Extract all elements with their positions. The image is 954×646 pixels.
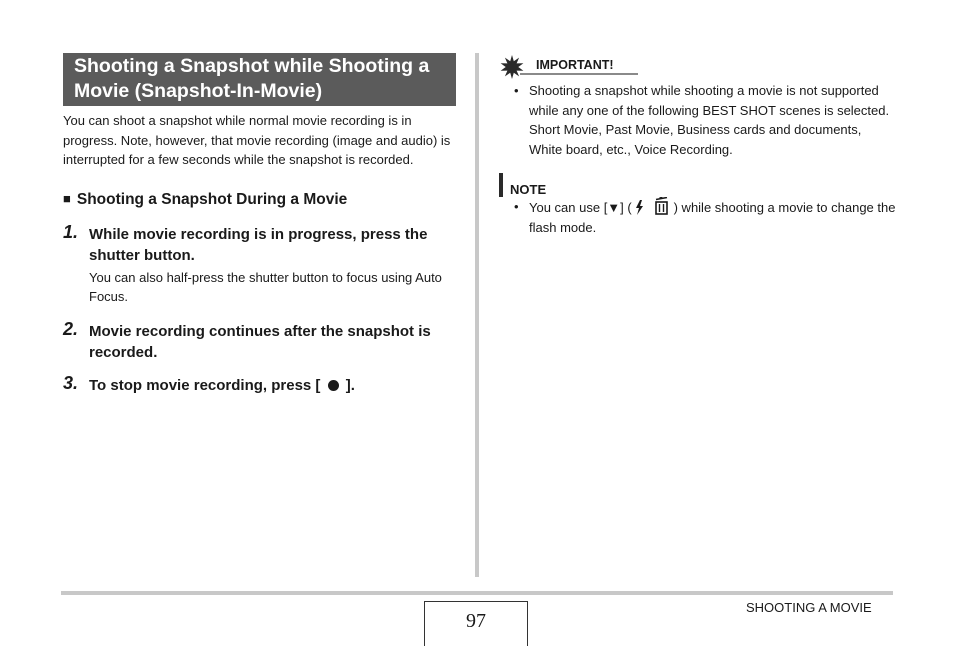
right-column <box>498 53 898 237</box>
record-dot-icon <box>328 380 339 391</box>
bullet: • <box>514 199 519 214</box>
trash-icon <box>652 197 670 215</box>
important-text: Shooting a snapshot while shooting a movie is not supported while any one of the following BEST SHOT scenes is selected. <box>529 83 890 118</box>
step-text: While movie recording is in progress, press the shutter button. <box>89 225 428 264</box>
step-text-before: To stop movie recording, press [ <box>89 376 321 394</box>
bullet: • <box>514 83 519 98</box>
step-text: Movie recording continues after the snapshot is recorded. <box>89 322 431 361</box>
note-bar <box>499 173 503 197</box>
note-text-after: ) while shooting a movie to change the flash mode. <box>529 200 896 235</box>
intro-paragraph: You can shoot a snapshot while normal movie recording is in progress. Note, however, that movie recording (image and audio) is interrupted for a few seconds while the snapshot is recorded. <box>63 113 451 167</box>
important-header <box>498 53 898 79</box>
subheading-text: Shooting a Snapshot During a Movie <box>76 190 348 208</box>
important-label: IMPORTANT! <box>536 58 614 72</box>
flash-icon <box>635 200 644 215</box>
note-item <box>498 197 898 237</box>
section-footer: SHOOTING A MOVIE <box>746 600 872 615</box>
left-column <box>63 53 458 396</box>
column-divider <box>475 53 479 577</box>
step-3 <box>63 372 458 396</box>
step-text-after: ]. <box>345 376 355 394</box>
footer-divider <box>61 591 893 595</box>
section-title: Shooting a Snapshot while Shooting a Movie (Snapshot-In-Movie) <box>63 53 456 106</box>
square-bullet-icon: ■ <box>63 190 71 206</box>
step-subtext: You can also half-press the shutter button to focus using Auto Focus. <box>89 269 442 304</box>
step-2 <box>63 318 458 363</box>
important-text-2: Short Movie, Past Movie, Business cards and documents, White board, etc., Voice Recording. <box>529 122 862 157</box>
important-item <box>498 81 898 159</box>
important-underline <box>520 73 638 75</box>
step-1 <box>63 221 458 307</box>
note-label: NOTE <box>510 182 547 197</box>
page-number: 97 <box>424 601 528 646</box>
step-text <box>89 375 458 396</box>
note-text-before: You can use [▼] ( <box>529 200 632 215</box>
note-header <box>498 173 898 197</box>
step-number: 1. <box>63 221 79 242</box>
subheading <box>63 190 458 210</box>
starburst-icon <box>500 55 524 79</box>
step-number: 3. <box>63 372 79 393</box>
step-number: 2. <box>63 318 79 339</box>
